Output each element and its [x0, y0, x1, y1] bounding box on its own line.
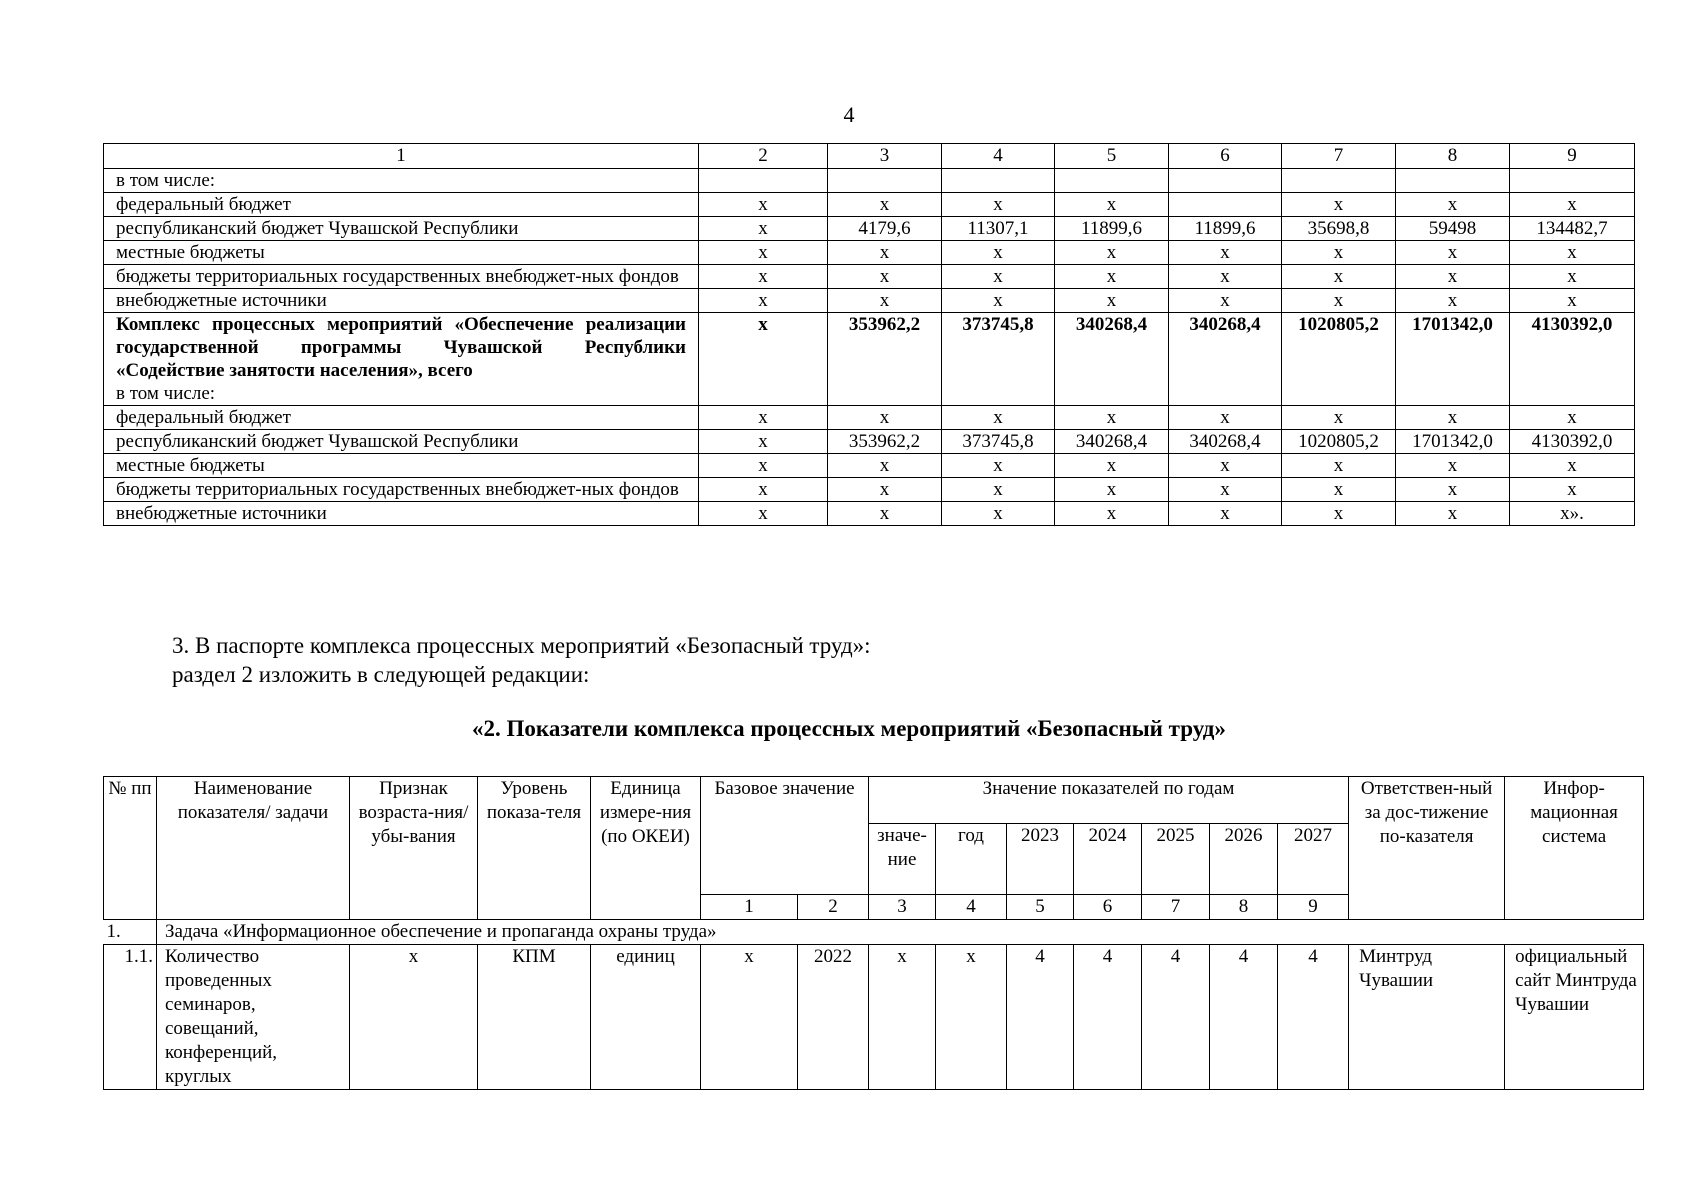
row-label-sub: в том числе: — [116, 383, 216, 404]
row-label-text: внебюджетные источники — [116, 503, 327, 524]
value-cell: 353962,2 — [828, 430, 942, 454]
header-cell: 9 — [1510, 144, 1635, 169]
row-label — [104, 265, 699, 289]
row-base-year: 2022 — [798, 945, 869, 1090]
paragraph-instruction: раздел 2 изложить в следующей редакции: — [172, 662, 590, 687]
value-cell: х — [699, 217, 828, 241]
header-year: 2026 — [1210, 824, 1278, 895]
header-cell: 5 — [1055, 144, 1169, 169]
value-cell: х — [1169, 241, 1282, 265]
row-label — [104, 478, 699, 502]
row-label-text: федеральный бюджет — [116, 194, 291, 215]
value-cell: х — [699, 241, 828, 265]
column-number: 9 — [1278, 895, 1349, 920]
header-cell: 3 — [828, 144, 942, 169]
row-info-system: официальный сайт Минтруда Чувашии — [1505, 945, 1644, 1090]
table-row — [104, 945, 1644, 1090]
value-cell: х — [1510, 241, 1635, 265]
column-number: 7 — [1142, 895, 1210, 920]
header-cell: 2 — [699, 144, 828, 169]
value-cell: х — [942, 193, 1055, 217]
table-row — [104, 217, 1635, 241]
row-label — [104, 430, 699, 454]
value-cell — [828, 169, 942, 193]
value-cell — [1396, 169, 1510, 193]
table-row — [104, 289, 1635, 313]
row-label — [104, 454, 699, 478]
value-cell: х — [1510, 406, 1635, 430]
value-cell: х — [828, 406, 942, 430]
value-cell: 11899,6 — [1169, 217, 1282, 241]
value-cell: х — [828, 454, 942, 478]
value-cell: х — [699, 406, 828, 430]
table-row — [104, 454, 1635, 478]
row-responsible: Минтруд Чувашии — [1349, 945, 1505, 1090]
value-cell — [1169, 169, 1282, 193]
value-cell: х — [699, 430, 828, 454]
value-cell: х — [942, 502, 1055, 526]
row-label-text: республиканский бюджет Чувашской Республики — [116, 218, 519, 239]
value-cell: х — [1282, 454, 1396, 478]
row-label-text: бюджеты территориальных государственных внебюджет-ных фондов — [116, 266, 679, 287]
row-name: Количество проведенных семинаров, совещаний, конференций, круглых — [157, 945, 350, 1090]
value-cell: х — [1055, 454, 1169, 478]
value-cell: х — [1396, 502, 1510, 526]
value-cell — [699, 169, 828, 193]
value-cell: х — [942, 406, 1055, 430]
value-cell: 1020805,2 — [1282, 430, 1396, 454]
column-number: 3 — [869, 895, 936, 920]
value-cell: х — [1396, 406, 1510, 430]
section-heading: «2. Показатели комплекса процессных мероприятий «Безопасный труд» — [472, 716, 1226, 741]
column-number: 8 — [1210, 895, 1278, 920]
row-value: 4 — [1278, 945, 1349, 1090]
paragraph-item-3: 3. В паспорте комплекса процессных мероприятий «Безопасный труд»: — [172, 633, 871, 658]
value-cell: х — [1510, 454, 1635, 478]
table-row — [104, 478, 1635, 502]
row-label — [104, 502, 699, 526]
value-cell: х — [1055, 241, 1169, 265]
row-label — [104, 193, 699, 217]
value-cell: 59498 — [1396, 217, 1510, 241]
header-year: 2024 — [1074, 824, 1142, 895]
header-year: 2027 — [1278, 824, 1349, 895]
value-cell: х — [828, 502, 942, 526]
table-row — [104, 265, 1635, 289]
header-info-system: Инфор-мационная система — [1505, 777, 1644, 920]
value-cell: х — [1510, 193, 1635, 217]
header-base-year: год — [936, 824, 1007, 895]
row-label-text: внебюджетные источники — [116, 290, 327, 311]
row-base-value: х — [701, 945, 798, 1090]
value-cell: х — [699, 454, 828, 478]
row-sign: х — [350, 945, 478, 1090]
value-cell: 373745,8 — [942, 313, 1055, 406]
task-text: Задача «Информационное обеспечение и пропаганда охраны труда» — [157, 920, 1644, 945]
value-cell — [1169, 193, 1282, 217]
value-cell: х — [828, 265, 942, 289]
value-cell: х — [942, 478, 1055, 502]
value-cell: х — [942, 265, 1055, 289]
column-number: 5 — [1007, 895, 1074, 920]
table-header-row — [104, 144, 1635, 169]
table-row — [104, 430, 1635, 454]
row-label — [104, 217, 699, 241]
value-cell: х — [828, 193, 942, 217]
value-cell: х — [1169, 502, 1282, 526]
task-number: 1. — [104, 920, 157, 945]
row-number: 1.1. — [104, 945, 157, 1090]
value-cell: 1020805,2 — [1282, 313, 1396, 406]
row-label — [104, 313, 699, 406]
value-cell: х — [942, 289, 1055, 313]
value-cell: х — [1169, 454, 1282, 478]
value-cell: х — [1169, 406, 1282, 430]
table-row — [104, 193, 1635, 217]
table-row — [104, 406, 1635, 430]
value-cell: х — [828, 241, 942, 265]
value-cell: 4179,6 — [828, 217, 942, 241]
value-cell: 4130392,0 — [1510, 430, 1635, 454]
header-cell: 1 — [104, 144, 699, 169]
column-number: 6 — [1074, 895, 1142, 920]
header-base-value: значе-ние — [869, 824, 936, 895]
value-cell: х — [699, 193, 828, 217]
value-cell: х — [1510, 478, 1635, 502]
indicators-table — [103, 776, 1644, 1090]
header-year: 2025 — [1142, 824, 1210, 895]
row-value: 4 — [1074, 945, 1142, 1090]
header-name: Наименование показателя/ задачи — [157, 777, 350, 920]
value-cell: х — [1396, 289, 1510, 313]
value-cell: х — [1510, 265, 1635, 289]
value-cell: х — [1510, 289, 1635, 313]
value-cell — [1282, 169, 1396, 193]
value-cell: 340268,4 — [1169, 313, 1282, 406]
row-label — [104, 241, 699, 265]
value-cell: х — [1055, 502, 1169, 526]
value-cell: х — [1055, 478, 1169, 502]
row-label-text: в том числе: — [116, 170, 216, 191]
value-cell: х — [1282, 289, 1396, 313]
row-value: 4 — [1210, 945, 1278, 1090]
value-cell: 340268,4 — [1169, 430, 1282, 454]
value-cell: х — [1396, 241, 1510, 265]
table-row — [104, 169, 1635, 193]
value-cell: х — [1396, 193, 1510, 217]
value-cell: х — [1055, 406, 1169, 430]
value-cell: х — [1282, 502, 1396, 526]
row-label-text: местные бюджеты — [116, 242, 265, 263]
value-cell — [942, 169, 1055, 193]
value-cell — [1055, 169, 1169, 193]
header-cell: 8 — [1396, 144, 1510, 169]
header-responsible: Ответствен-ный за дос-тижение по-казателя — [1349, 777, 1505, 920]
header-sign: Признак возраста-ния/ убы-вания — [350, 777, 478, 920]
row-unit: единиц — [591, 945, 701, 1090]
row-value: 4 — [1142, 945, 1210, 1090]
value-cell: х — [828, 289, 942, 313]
value-cell: х — [1055, 289, 1169, 313]
value-cell: 340268,4 — [1055, 313, 1169, 406]
value-cell: х — [1282, 406, 1396, 430]
row-label-text: Комплекс процессных мероприятий «Обеспечение реализации государственной программы Чувашской Республики «Содействие занятости населения», всего — [116, 314, 686, 381]
column-number: 4 — [936, 895, 1007, 920]
value-cell: 340268,4 — [1055, 430, 1169, 454]
value-cell: 1701342,0 — [1396, 313, 1510, 406]
value-cell: х — [1169, 265, 1282, 289]
header-cell: 4 — [942, 144, 1055, 169]
column-number: 2 — [798, 895, 869, 920]
value-cell: 11899,6 — [1055, 217, 1169, 241]
table-row — [104, 313, 1635, 406]
header-num: № пп — [104, 777, 157, 920]
row-label — [104, 406, 699, 430]
value-cell — [1510, 169, 1635, 193]
value-cell: 11307,1 — [942, 217, 1055, 241]
value-cell: х — [1282, 478, 1396, 502]
row-value: 4 — [1007, 945, 1074, 1090]
value-cell: 353962,2 — [828, 313, 942, 406]
row-label — [104, 289, 699, 313]
header-level: Уровень показа-теля — [478, 777, 591, 920]
value-cell: х — [1169, 478, 1282, 502]
header-cell: 7 — [1282, 144, 1396, 169]
value-cell: х — [699, 313, 828, 406]
value-cell: 35698,8 — [1282, 217, 1396, 241]
value-cell: х — [699, 289, 828, 313]
value-cell: х — [828, 478, 942, 502]
value-cell: х — [1055, 265, 1169, 289]
value-cell: х». — [1510, 502, 1635, 526]
header-base: Базовое значение — [701, 777, 869, 895]
value-cell: х — [1055, 193, 1169, 217]
value-cell: 4130392,0 — [1510, 313, 1635, 406]
row-label-text: местные бюджеты — [116, 455, 265, 476]
value-cell: х — [699, 265, 828, 289]
value-cell: х — [1169, 289, 1282, 313]
value-cell: 134482,7 — [1510, 217, 1635, 241]
value-cell: х — [1396, 478, 1510, 502]
value-cell: х — [1282, 193, 1396, 217]
header-cell: 6 — [1169, 144, 1282, 169]
page-number: 4 — [843, 102, 855, 127]
row-label-text: федеральный бюджет — [116, 407, 291, 428]
value-cell: х — [942, 454, 1055, 478]
value-cell: х — [1282, 265, 1396, 289]
row-label-text: бюджеты территориальных государственных внебюджет-ных фондов — [116, 479, 679, 500]
value-cell: х — [1396, 265, 1510, 289]
column-number: 1 — [701, 895, 798, 920]
value-cell: х — [699, 478, 828, 502]
row-value: х — [936, 945, 1007, 1090]
header-year: 2023 — [1007, 824, 1074, 895]
value-cell: 1701342,0 — [1396, 430, 1510, 454]
row-value: х — [869, 945, 936, 1090]
header-values: Значение показателей по годам — [869, 777, 1349, 824]
header-unit: Единица измере-ния (по ОКЕИ) — [591, 777, 701, 920]
value-cell: 373745,8 — [942, 430, 1055, 454]
value-cell: х — [699, 502, 828, 526]
budget-table — [103, 143, 1635, 526]
table-row — [104, 241, 1635, 265]
table-header-row — [104, 777, 1644, 824]
value-cell: х — [1282, 241, 1396, 265]
row-label — [104, 169, 699, 193]
row-label-text: республиканский бюджет Чувашской Республики — [116, 431, 519, 452]
table-row — [104, 502, 1635, 526]
row-level: КПМ — [478, 945, 591, 1090]
task-row — [104, 920, 1644, 945]
value-cell: х — [942, 241, 1055, 265]
value-cell: х — [1396, 454, 1510, 478]
